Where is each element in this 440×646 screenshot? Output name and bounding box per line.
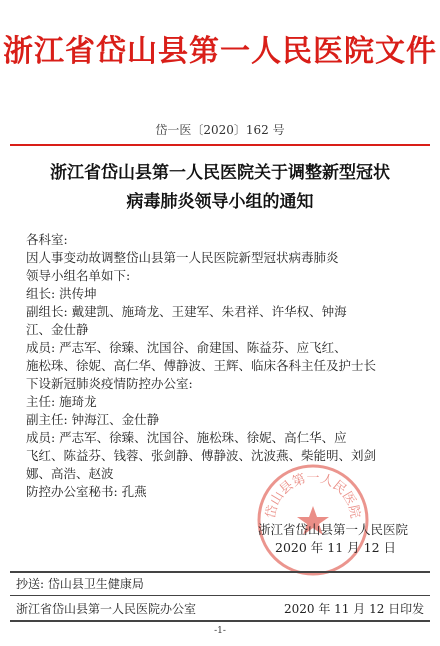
footer-divider-top [10, 571, 430, 573]
body-line: 各科室: [26, 232, 68, 247]
body-line: 娜、高浩、赵波 [26, 466, 114, 481]
page-number: -1- [214, 626, 226, 636]
notice-title-line-2: 病毒肺炎领导小组的通知 [126, 192, 314, 212]
footer-divider-middle [10, 595, 430, 596]
body-line: 江、金仕静 [26, 322, 89, 337]
svg-text:岱山县第一人民医院: 岱山县第一人民医院 [263, 470, 363, 520]
body-line: 领导小组名单如下: [26, 268, 131, 283]
body-line: 因人事变动故调整岱山县第一人民医院新型冠状病毒肺炎 [26, 250, 339, 265]
signature-organization: 浙江省岱山县第一人民医院 [258, 522, 409, 537]
issuing-office: 浙江省岱山县第一人民医院办公室 [16, 602, 197, 616]
body-line: 防控办公室秘书: 孔燕 [26, 484, 147, 499]
cc-line: 抄送: 岱山县卫生健康局 [16, 577, 144, 591]
header-red-divider [10, 144, 430, 146]
issue-date: 2020 年 11 月 12 日印发 [284, 602, 425, 616]
document-header-title: 浙江省岱山县第一人民医院文件 [3, 34, 437, 69]
body-line: 组长: 洪传坤 [26, 286, 97, 301]
body-line: 副组长: 戴建凯、施琦龙、王建军、朱君祥、许华权、钟海 [26, 304, 347, 319]
body-line: 成员: 严志军、徐臻、沈国谷、施松珠、徐妮、高仁华、应 [26, 430, 347, 445]
notice-title-line-1: 浙江省岱山县第一人民医院关于调整新型冠状 [50, 163, 390, 183]
body-line: 下设新冠肺炎疫情防控办公室: [26, 376, 193, 391]
footer-divider-bottom [10, 620, 430, 622]
body-line: 施松珠、徐妮、高仁华、傅静波、王辉、临床各科主任及护士长 [26, 358, 377, 373]
body-line: 主任: 施琦龙 [26, 394, 97, 409]
document-number: 岱一医〔2020〕162 号 [155, 123, 285, 137]
signature-date: 2020 年 11 月 12 日 [275, 540, 396, 555]
body-line: 副主任: 钟海江、金仕静 [26, 412, 160, 427]
body-line: 飞红、陈益芬、钱蓉、张剑静、傅静波、沈波燕、柴能明、刘剑 [26, 448, 377, 463]
body-line: 成员: 严志军、徐臻、沈国谷、俞建国、陈益芬、应飞红、 [26, 340, 347, 355]
